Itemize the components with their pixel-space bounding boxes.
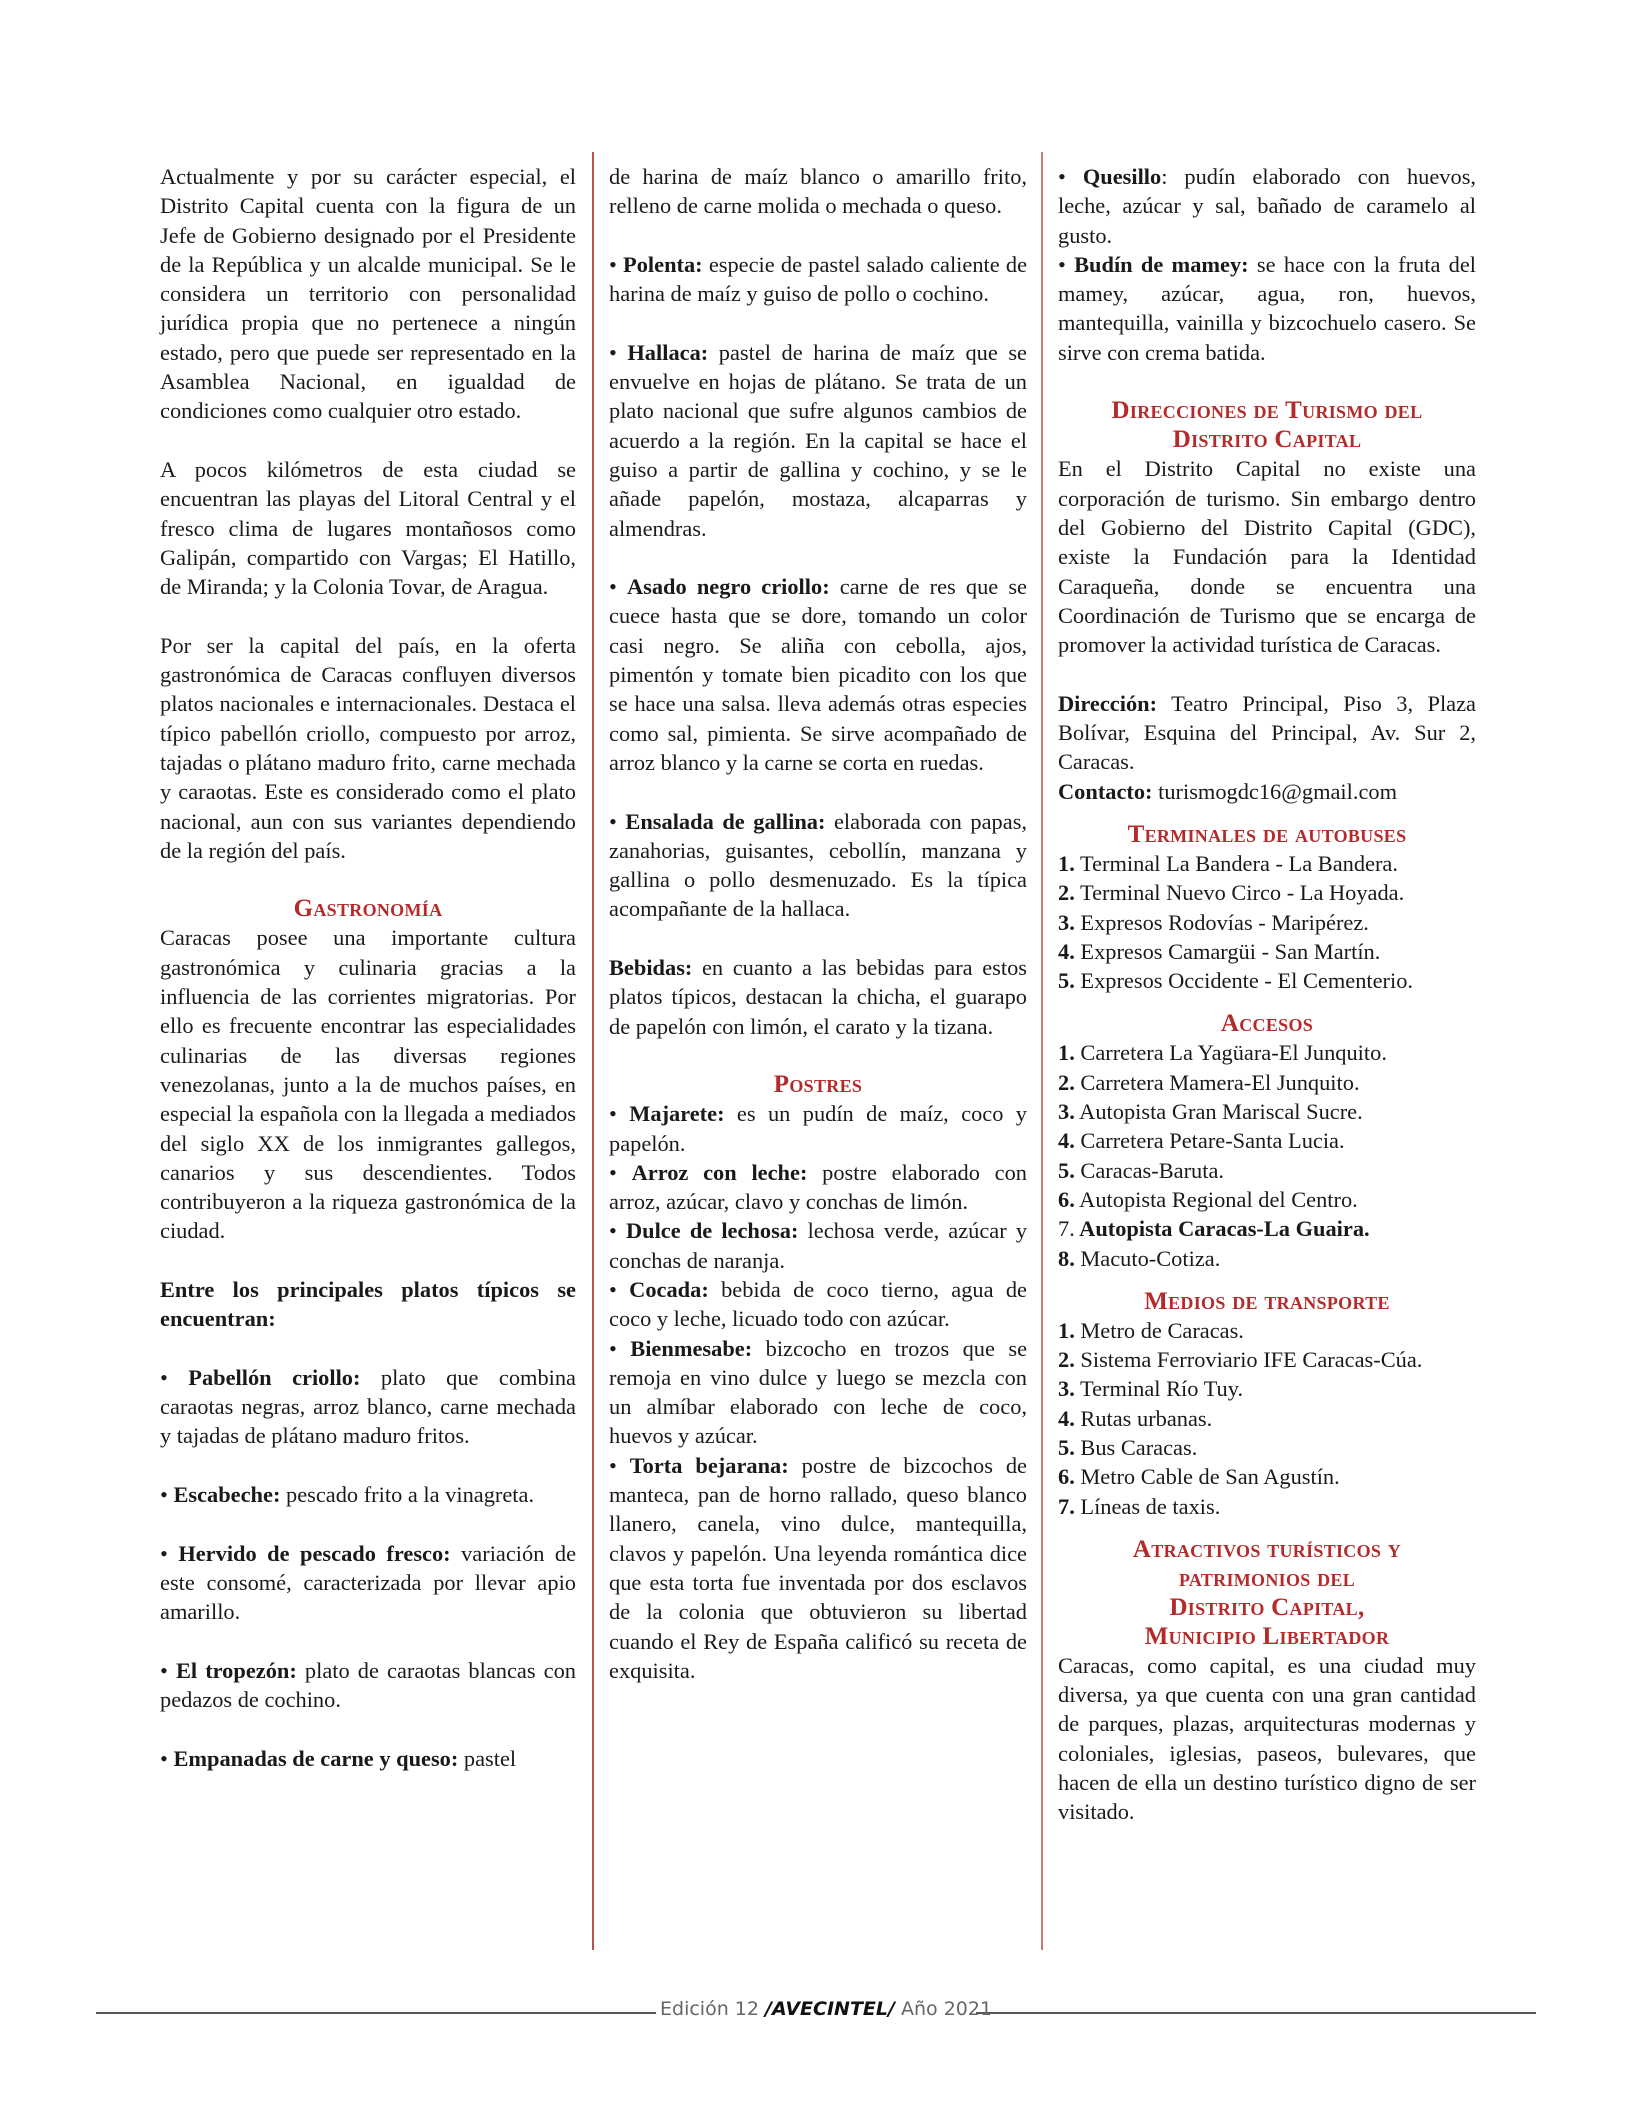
dish-desc: elaborada con papas, zanahorias, guisantes, cebollín, manzana y gallina o pollo desmenuzado. Es la típica acompañante de la hallaca. (609, 808, 1028, 922)
item-number: 2. (1058, 1069, 1075, 1095)
column-divider (592, 152, 594, 1950)
bebidas-desc: en cuanto a las bebidas para estos platos típicos, destacan la chicha, el guarapo de papelón con limón, el carato y la tizana. (609, 955, 1027, 1039)
paragraph: Caracas posee una importante cultura gastronómica y culinaria gracias a la influencia de las corrientes migratorias. Por ello es frecuente encontrar las especialidades culinarias de las diversas regiones venezolanas, junto a la de muchos países, en especial la española con la llegada a mediados del siglo XX de los inmigrantes gallegos, canarios y sus descendientes. Todos contribuyeron a la riqueza gastronómica de la ciudad. (160, 925, 576, 1244)
heading-line: Distrito Capital (1172, 426, 1362, 454)
footer-year: Año 2021 (894, 1998, 993, 2020)
item-text: Carretera Petare-Santa Lucia. (1074, 1128, 1345, 1154)
postre-desc: : pudín elaborado con huevos, leche, azúcar y sal, bañado de caramelo al gusto. (1058, 164, 1477, 248)
footer-rule (96, 2012, 656, 2014)
postre-desc: postre elaborado con arroz, azúcar, clavo y conchas de limón. (609, 1159, 1027, 1215)
section-heading-accesos: Accesos (1220, 1010, 1314, 1038)
item-text: Rutas urbanas. (1074, 1405, 1213, 1431)
item-number: 7. (1058, 1216, 1075, 1242)
dish-item: • Ensalada de gallina: elaborada con papas, zanahorias, guisantes, cebollín, manzana y gallina o pollo desmenuzado. Es la típica acompañante de la hallaca. (609, 808, 1028, 922)
dish-item: • Hervido de pescado fresco: variación de este consomé, caracterizada por llevar apio amarillo. (160, 1540, 577, 1625)
item-text: Metro de Caracas. (1074, 1317, 1244, 1343)
postre-item: • Bienmesabe: bizcocho en trozos que se remoja en vino dulce y luego se mezcla con un almíbar elaborado con leche de coco, huevos y azúcar. (609, 1335, 1028, 1449)
dish-name: Pabellón criollo: (188, 1364, 361, 1390)
dish-desc: pastel (458, 1745, 517, 1771)
column-2 (609, 162, 1027, 1685)
list-item (1058, 966, 1476, 995)
dish-name: Escabeche: (173, 1482, 281, 1508)
list-item (1058, 1126, 1476, 1155)
accesos-list (1058, 1038, 1476, 1272)
item-number: 2. (1058, 880, 1075, 906)
item-text: Expresos Rodovías - Maripérez. (1074, 909, 1369, 935)
heading-line: Distrito Capital, (1169, 1593, 1365, 1621)
heading-line: Municipio Libertador (1144, 1622, 1390, 1650)
dish-name: Ensalada de gallina: (625, 808, 826, 834)
dish-item: • Pabellón criollo: plato que combina caraotas negras, arroz blanco, carne mechada y tajadas de plátano maduro fritos. (160, 1364, 576, 1449)
item-number: 1. (1058, 1040, 1075, 1066)
terminales-list (1058, 849, 1476, 995)
postre-item: • Torta bejarana: postre de bizcochos de manteca, pan de horno rallado, queso blanco llanero, canela, vino dulce, mantequilla, clavos y papelón. Una leyenda romántica dice que esta torta fue inventada por dos esclavos de la colonia que obtuvieron su libertad cuando el Rey de España calificó su receta de exquisita. (609, 1452, 1027, 1683)
heading-line: Direcciones de Turismo del (1111, 397, 1423, 425)
postre-desc: es un pudín de maíz, coco y papelón. (609, 1101, 1028, 1156)
list-item (1058, 908, 1476, 937)
section-heading-terminales: Terminales de autobuses (1127, 820, 1407, 848)
dish-name: Empanadas de carne y queso: (173, 1745, 459, 1771)
item-text: Expresos Occidente - El Cementerio. (1074, 968, 1414, 994)
direccion-value: Teatro Principal, Piso 3, Plaza Bolívar, Esquina del Principal, Av. Sur 2, Caracas. (1058, 690, 1476, 775)
dish-name: Asado negro criollo: (626, 574, 830, 600)
paragraph: Actualmente y por su carácter especial, el Distrito Capital cuenta con la figura de un Jefe de Gobierno designado por el Presidente de la República y un alcalde municipal. Se le considera un territorio con personalidad jurídica propia que no pertenece a ningún estado, pero que puede ser representado en la Asamblea Nacional, en igualdad de condiciones como cualquier otro estado. (160, 164, 576, 424)
heading-line: Atractivos turísticos y (1132, 1535, 1402, 1563)
transporte-list (1058, 1316, 1476, 1521)
bebidas-label: Bebidas: (609, 955, 693, 981)
heading-line: patrimonios del (1178, 1564, 1356, 1592)
column-3 (1058, 162, 1476, 1827)
list-item (1058, 1316, 1476, 1345)
footer-edition: Edición 12 (660, 1998, 765, 2020)
postre-name: Bienmesabe: (630, 1335, 753, 1361)
list-item (1058, 1492, 1476, 1521)
dish-item: • Hallaca: pastel de harina de maíz que se envuelve en hojas de plátano. Se trata de un plato nacional que sufre algunos cambios de acuerdo a la región. En la capital se hace el guiso a partir de gallina y cochino, y se le añade papelón, mostaza, alcaparras y almendras. (609, 339, 1027, 541)
section-heading-transporte: Medios de transporte (1144, 1287, 1390, 1315)
postre-name: Budín de mamey: (1074, 251, 1249, 277)
dish-desc: variación de este consomé, caracterizada por llevar apio amarillo. (160, 1540, 577, 1625)
item-text: Caracas-Baruta. (1074, 1157, 1224, 1183)
dish-item: • Asado negro criollo: carne de res que se cuece hasta que se dore, tomando un color casi negro. Se aliña con cebolla, ajos, pimentón y tomate bien picadito con los que se hace una salsa. lleva además otras especies como sal, pimienta. Se sirve acompañado de arroz blanco y la carne se corta en ruedas. (609, 574, 1027, 775)
paragraph: de harina de maíz blanco o amarillo frito, relleno de carne molida o mechada o queso. (609, 164, 1027, 219)
dish-name: El tropezón: (175, 1657, 297, 1683)
item-number: 3. (1058, 1376, 1075, 1402)
item-number: 3. (1058, 1099, 1075, 1125)
paragraph: A pocos kilómetros de esta ciudad se encuentran las playas del Litoral Central y el fresco clima de lugares montañosos como Galipán, compartido con Vargas; El Hatillo, de Miranda; y la Colonia Tovar, de Aragua. (160, 456, 576, 600)
list-item (1058, 1214, 1476, 1243)
dish-desc: plato que combina caraotas negras, arroz blanco, carne mechada y tajadas de plátano maduro fritos. (160, 1364, 576, 1449)
postre-name: Arroz con leche: (631, 1159, 808, 1185)
item-number: 5. (1058, 1157, 1075, 1183)
list-item (1058, 1244, 1476, 1273)
list-item (1058, 1156, 1476, 1185)
platos-intro: Entre los principales platos típicos se encuentran: (160, 1276, 576, 1332)
list-item (1058, 849, 1476, 878)
item-text: Terminal Nuevo Circo - La Hoyada. (1074, 880, 1405, 906)
list-item (1058, 1097, 1476, 1126)
item-text: Carretera La Yagüara-El Junquito. (1074, 1040, 1387, 1066)
item-text: Carretera Mamera-El Junquito. (1074, 1069, 1360, 1095)
section-heading-atractivos (1058, 1535, 1476, 1651)
item-number: 8. (1058, 1245, 1075, 1271)
item-number: 4. (1058, 1128, 1075, 1154)
postre-name: Torta bejarana: (629, 1452, 789, 1478)
item-number: 5. (1058, 1434, 1075, 1460)
postre-desc: bebida de coco tierno, agua de coco y leche, licuado todo con azúcar. (609, 1276, 1028, 1332)
section-heading-postres: Postres (773, 1071, 863, 1099)
list-item (1058, 1462, 1476, 1491)
item-text: Autopista Regional del Centro. (1074, 1186, 1358, 1212)
footer-brand: /AVECINTEL/ (765, 1998, 895, 2020)
item-number: 4. (1058, 938, 1075, 964)
item-number: 6. (1058, 1186, 1075, 1212)
paragraph: Caracas, como capital, es una ciudad muy diversa, ya que cuenta con una gran cantidad de parques, plazas, arquitecturas modernas y coloniales, iglesias, paseos, bulevares, que hacen de ella un destino turístico digno de ser visitado. (1058, 1652, 1476, 1825)
dish-item: • Empanadas de carne y queso: pastel (160, 1745, 517, 1771)
postre-name: Cocada: (629, 1276, 709, 1302)
postre-item: • Budín de mamey: se hace con la fruta del mamey, azúcar, agua, ron, huevos, mantequilla, vainilla y bizcochuelo casero. Se sirve con crema batida. (1058, 251, 1477, 365)
item-number: 1. (1058, 1317, 1075, 1343)
direccion (1058, 689, 1476, 777)
item-number: 6. (1058, 1464, 1075, 1490)
item-text: Expresos Camargüi - San Martín. (1074, 938, 1381, 964)
postre-name: Majarete: (629, 1101, 725, 1127)
postre-desc: bizcocho en trozos que se remoja en vino dulce y luego se mezcla con un almíbar elaborado con leche de coco, huevos y azúcar. (609, 1335, 1028, 1449)
item-number: 7. (1058, 1493, 1075, 1519)
postre-item: • Arroz con leche: postre elaborado con arroz, azúcar, clavo y conchas de limón. (609, 1159, 1027, 1215)
list-item (1058, 1068, 1476, 1097)
list-item (1058, 937, 1476, 966)
postre-item: • Majarete: es un pudín de maíz, coco y papelón. (609, 1101, 1028, 1156)
list-item (1058, 1345, 1476, 1374)
contacto-label: Contacto: (1058, 778, 1153, 804)
contacto (1058, 777, 1476, 806)
paragraph: En el Distrito Capital no existe una corporación de turismo. Sin embargo dentro del Gobierno del Distrito Capital (GDC), existe la Fundación para la Identidad Caraqueña, donde se encuentra una Coordinación de Turismo que se encarga de promover la actividad turística de Caracas. (1058, 456, 1476, 658)
list-item (1058, 1374, 1476, 1403)
paragraph: Por ser la capital del país, en la oferta gastronómica de Caracas confluyen diversos platos nacionales e internacionales. Destaca el típico pabellón criollo, compuesto por arroz, tajadas o plátano maduro frito, carne mechada y caraotas. Este es considerado como el plato nacional, aun con sus variantes dependiendo de la región del país. (160, 632, 576, 863)
page-footer (660, 1998, 993, 2020)
item-text: Autopista Gran Mariscal Sucre. (1074, 1099, 1363, 1125)
dish-desc: pastel de harina de maíz que se envuelve en hojas de plátano. Se trata de un plato nacional que sufre algunos cambios de acuerdo a la región. En la capital se hace el guiso a partir de gallina y cochino, y se le añade papelón, mostaza, alcaparras y almendras. (609, 339, 1027, 541)
item-text: Líneas de taxis. (1074, 1493, 1221, 1519)
direccion-label: Dirección: (1058, 690, 1158, 716)
postre-desc: se hace con la fruta del mamey, azúcar, agua, ron, huevos, mantequilla, vainilla y bizcochuelo casero. Se sirve con crema batida. (1058, 251, 1477, 365)
postre-item: • Cocada: bebida de coco tierno, agua de coco y leche, licuado todo con azúcar. (609, 1276, 1028, 1332)
item-text: Autopista Caracas-La Guaira. (1074, 1216, 1370, 1242)
postre-name: Quesillo (1082, 164, 1162, 189)
column-1 (160, 162, 576, 1773)
bebidas-paragraph (609, 953, 1027, 1041)
item-text: Bus Caracas. (1074, 1434, 1198, 1460)
postre-desc: lechosa verde, azúcar y conchas de naranja. (609, 1218, 1028, 1273)
postre-item: • Dulce de lechosa: lechosa verde, azúcar y conchas de naranja. (609, 1218, 1028, 1273)
postre-desc: postre de bizcochos de manteca, pan de horno rallado, queso blanco llanero, canela, vino dulce, mantequilla, clavos y papelón. Una leyenda romántica dice que esta torta fue inventada por dos esclavos de la colonia que obtuvieron su libertad cuando el Rey de España calificó su receta de exquisita. (609, 1452, 1027, 1683)
list-item (1058, 1038, 1476, 1067)
footer-rule (976, 2012, 1536, 2014)
item-text: Macuto-Cotiza. (1074, 1245, 1221, 1271)
item-number: 3. (1058, 909, 1075, 935)
item-text: Terminal La Bandera - La Bandera. (1074, 850, 1398, 876)
dish-name: Hallaca: (627, 339, 709, 365)
item-text: Terminal Río Tuy. (1074, 1376, 1244, 1402)
contacto-email: turismogdc16@gmail.com (1152, 778, 1398, 804)
dish-desc: carne de res que se cuece hasta que se dore, tomando un color casi negro. Se aliña con cebolla, ajos, pimentón y tomate bien picadito con los que se hace una salsa. lleva además otras especies como sal, pimienta. Se sirve acompañado de arroz blanco y la carne se corta en ruedas. (609, 574, 1027, 775)
item-text: Metro Cable de San Agustín. (1074, 1464, 1340, 1490)
dish-name: Hervido de pescado fresco: (178, 1540, 451, 1566)
column-divider (1041, 152, 1043, 1950)
item-number: 4. (1058, 1405, 1075, 1431)
dish-item: • El tropezón: plato de caraotas blancas con pedazos de cochino. (160, 1657, 576, 1713)
dish-desc: especie de pastel salado caliente de harina de maíz y guiso de pollo o cochino. (609, 251, 1028, 307)
section-heading-turismo (1058, 396, 1476, 454)
item-text: Sistema Ferroviario IFE Caracas-Cúa. (1074, 1347, 1423, 1373)
postre-name: Dulce de lechosa: (625, 1218, 799, 1244)
dish-desc: plato de caraotas blancas con pedazos de cochino. (160, 1657, 576, 1713)
item-number: 5. (1058, 968, 1075, 994)
dish-name: Polenta: (623, 251, 703, 277)
item-number: 2. (1058, 1347, 1075, 1373)
list-item (1058, 1433, 1476, 1462)
list-item (1058, 1185, 1476, 1214)
list-item (1058, 1404, 1476, 1433)
section-heading-gastronomia: Gastronomía (293, 895, 443, 923)
postre-item: • Quesillo: pudín elaborado con huevos, leche, azúcar y sal, bañado de caramelo al gusto. (1058, 164, 1477, 248)
item-number: 1. (1058, 850, 1075, 876)
dish-item: • Polenta: especie de pastel salado caliente de harina de maíz y guiso de pollo o cochino. (609, 251, 1028, 307)
dish-item: • Escabeche: pescado frito a la vinagreta. (160, 1482, 535, 1508)
dish-desc: pescado frito a la vinagreta. (280, 1482, 535, 1508)
list-item (1058, 878, 1476, 907)
